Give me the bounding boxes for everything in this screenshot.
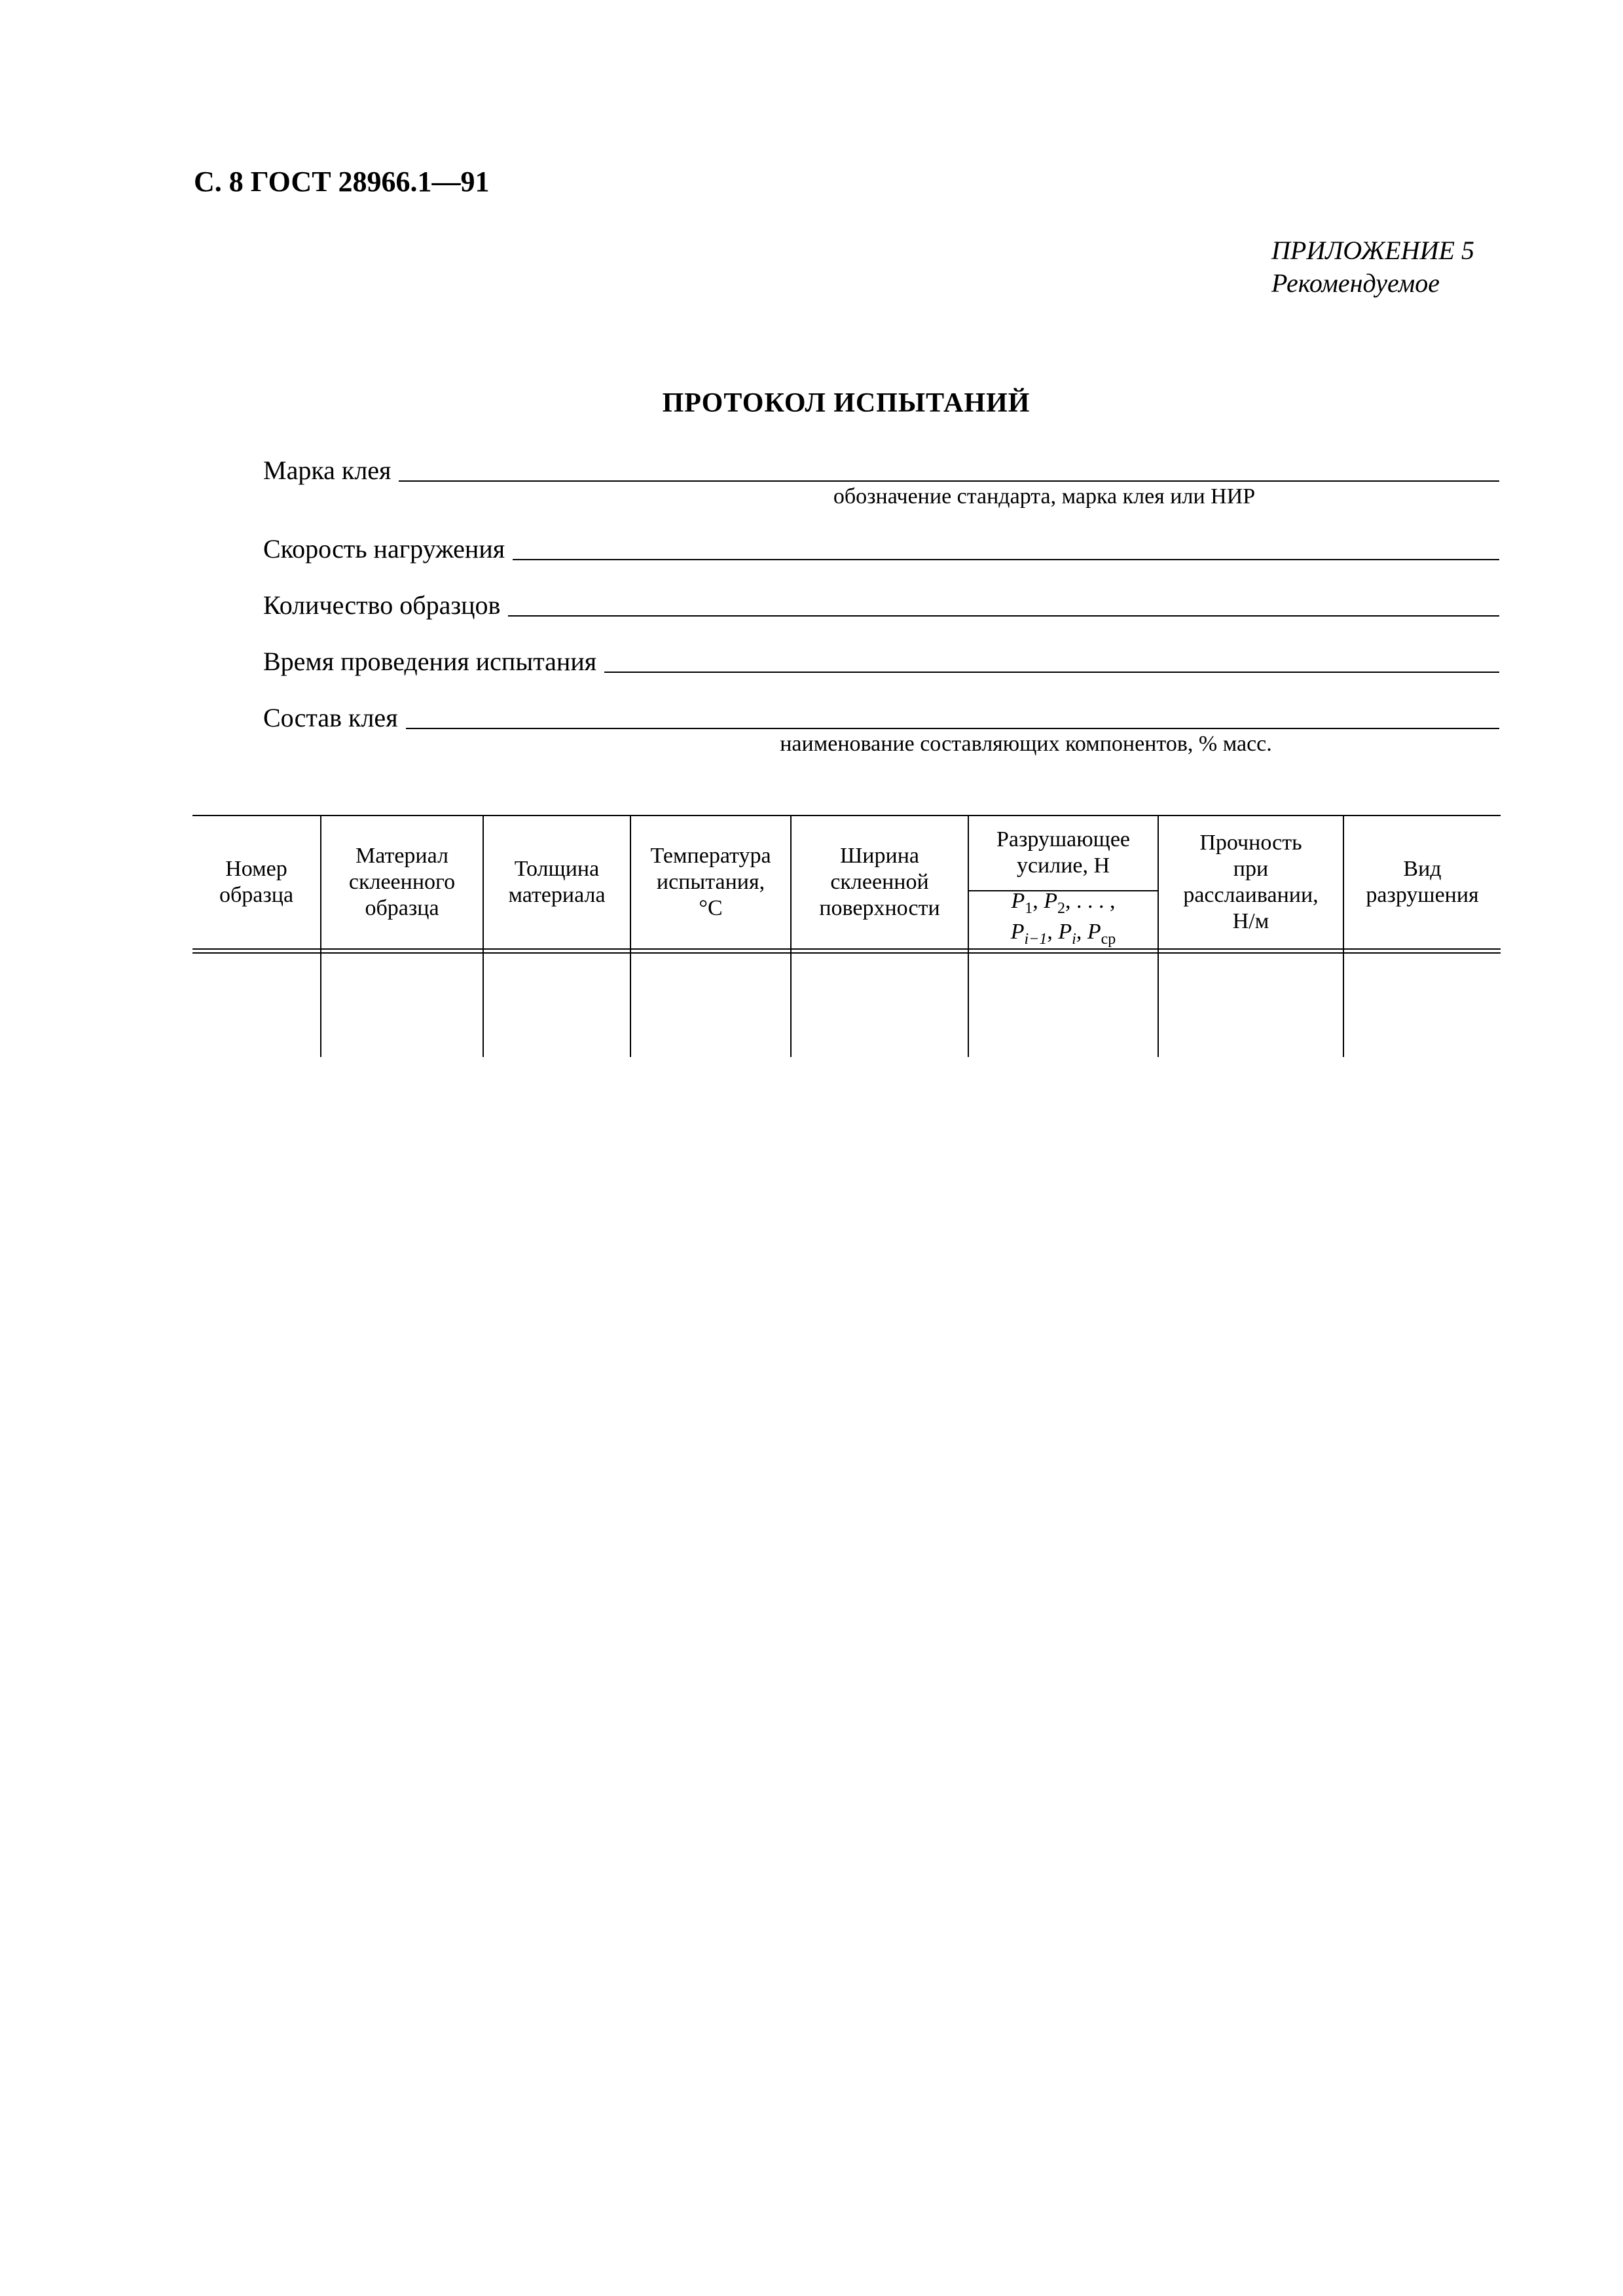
field-label: Время проведения испытания [263,647,597,676]
annex-label [1271,234,1474,300]
field-label: Марка клея [263,456,392,485]
col-header-material: Материал склеенного образца [348,843,456,920]
field-adhesive-brand [263,452,1499,486]
breaking-force-formula: $P_1$, $P_2$, . . . , $P_{i-1}$, $P_i$, $P_{ср}$ [1010,889,1116,948]
fill-line[interactable] [513,559,1499,560]
field-sample-count [263,586,1499,620]
col-header-thickness: Толщина материала [508,856,606,907]
field-adhesive-composition [263,699,1499,733]
fill-line[interactable] [399,480,1499,482]
field-label: Состав клея [263,703,398,732]
col-header-width: Ширина склеенной поверхности [819,843,940,920]
annex-status: Рекомендуемое [1271,268,1440,298]
fill-line[interactable] [406,728,1499,729]
page-header: С. 8 ГОСТ 28966.1—91 [194,166,490,198]
fill-line[interactable] [508,615,1499,617]
col-header-breaking-force: Разрушающее усилие, Н [996,827,1131,878]
field-hint: обозначение стандарта, марка клея или НИР [833,484,1256,509]
field-label: Скорость нагружения [263,534,505,564]
protocol-title: ПРОТОКОЛ ИСПЫТАНИЙ [662,388,1030,418]
annex-number: ПРИЛОЖЕНИЕ 5 [1271,236,1474,265]
col-header-peel-strength: Прочность при расслаивании, Н/м [1183,830,1319,933]
col-header-temperature: Температура испытания, °С [650,843,771,920]
field-loading-rate [263,530,1499,564]
field-test-time [263,643,1499,677]
fill-line[interactable] [604,672,1499,673]
field-hint: наименование составляющих компонентов, % масс. [780,732,1272,756]
field-label: Количество образцов [263,590,501,620]
col-header-failure-type: Вид разрушения [1366,856,1479,907]
results-table [192,815,1501,1057]
col-header-sample-number: Номер образца [219,856,294,907]
